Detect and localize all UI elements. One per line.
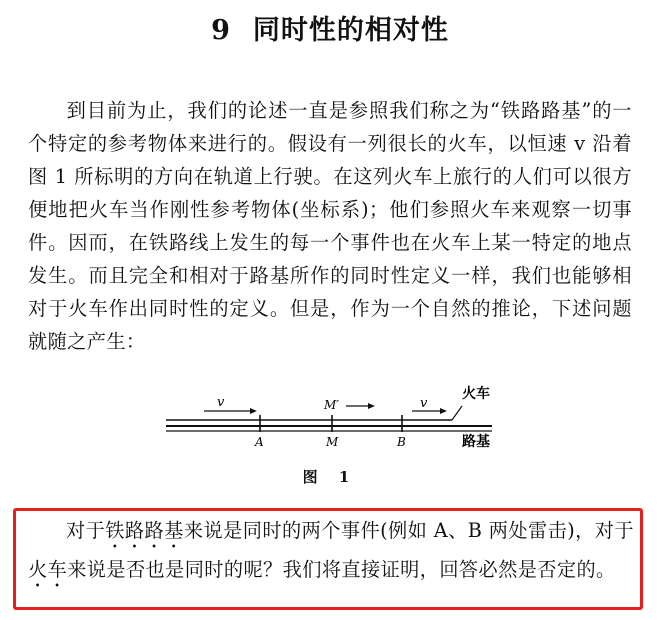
train-label: 火车: [462, 386, 490, 402]
point-m-label: M: [326, 435, 339, 449]
embankment-label: 路基: [462, 434, 490, 450]
body-paragraph-1: [28, 94, 632, 358]
point-b-label: B: [397, 435, 406, 449]
emphasis-railway-embankment: 铁路路基: [105, 519, 184, 542]
section-heading: 同时性的相对性: [252, 15, 449, 46]
paragraph-2-seg1: 对于: [66, 519, 106, 542]
point-a-label: A: [255, 435, 264, 449]
train-label-pointer: [452, 406, 462, 420]
paragraph-2-seg3: 来说是同时的两个事件(例如 A、B 两处雷击)，对于: [183, 519, 634, 542]
section-title: [0, 8, 660, 47]
figure-1-diagram: [162, 382, 502, 454]
arrowhead-middle: [368, 403, 375, 409]
velocity-label-left: v: [217, 395, 225, 410]
paragraph-2-seg5: 来说是否也是同时的呢？我们将直接证明，回答必然是否定的。: [67, 558, 616, 581]
velocity-label-right: v: [420, 396, 428, 411]
emphasis-train: 火车: [28, 558, 68, 581]
body-paragraph-2: [28, 514, 634, 592]
arrowhead-left: [250, 408, 257, 414]
paragraph-1-text: 到目前为止，我们的论述一直是参照我们称之为“铁路路基”的一个特定的参考物体来进行的。假设有一列很长的火车，以恒速 v 沿着图 1 所标明的方向在轨道上行驶。在这列火车上旅行的人们可以很方便地把火车当作刚性参考物体(坐标系)；他们参照火车来观察一切事件。因而，在铁路线上发生的每一个事件也在火车上某一特定的地点发生。而且完全和相对于路基所作的同时性定义一样，我们也能够相对于火车作出同时性的定义。但是，作为一个自然的推论，下述问题就随之产生：: [28, 99, 632, 353]
arrowhead-right: [440, 408, 447, 414]
figure-caption: 图 1: [302, 468, 358, 486]
section-number: 9: [211, 15, 231, 46]
midpoint-train-label: M′: [324, 398, 340, 412]
train-embankment-diagram: [162, 382, 502, 454]
